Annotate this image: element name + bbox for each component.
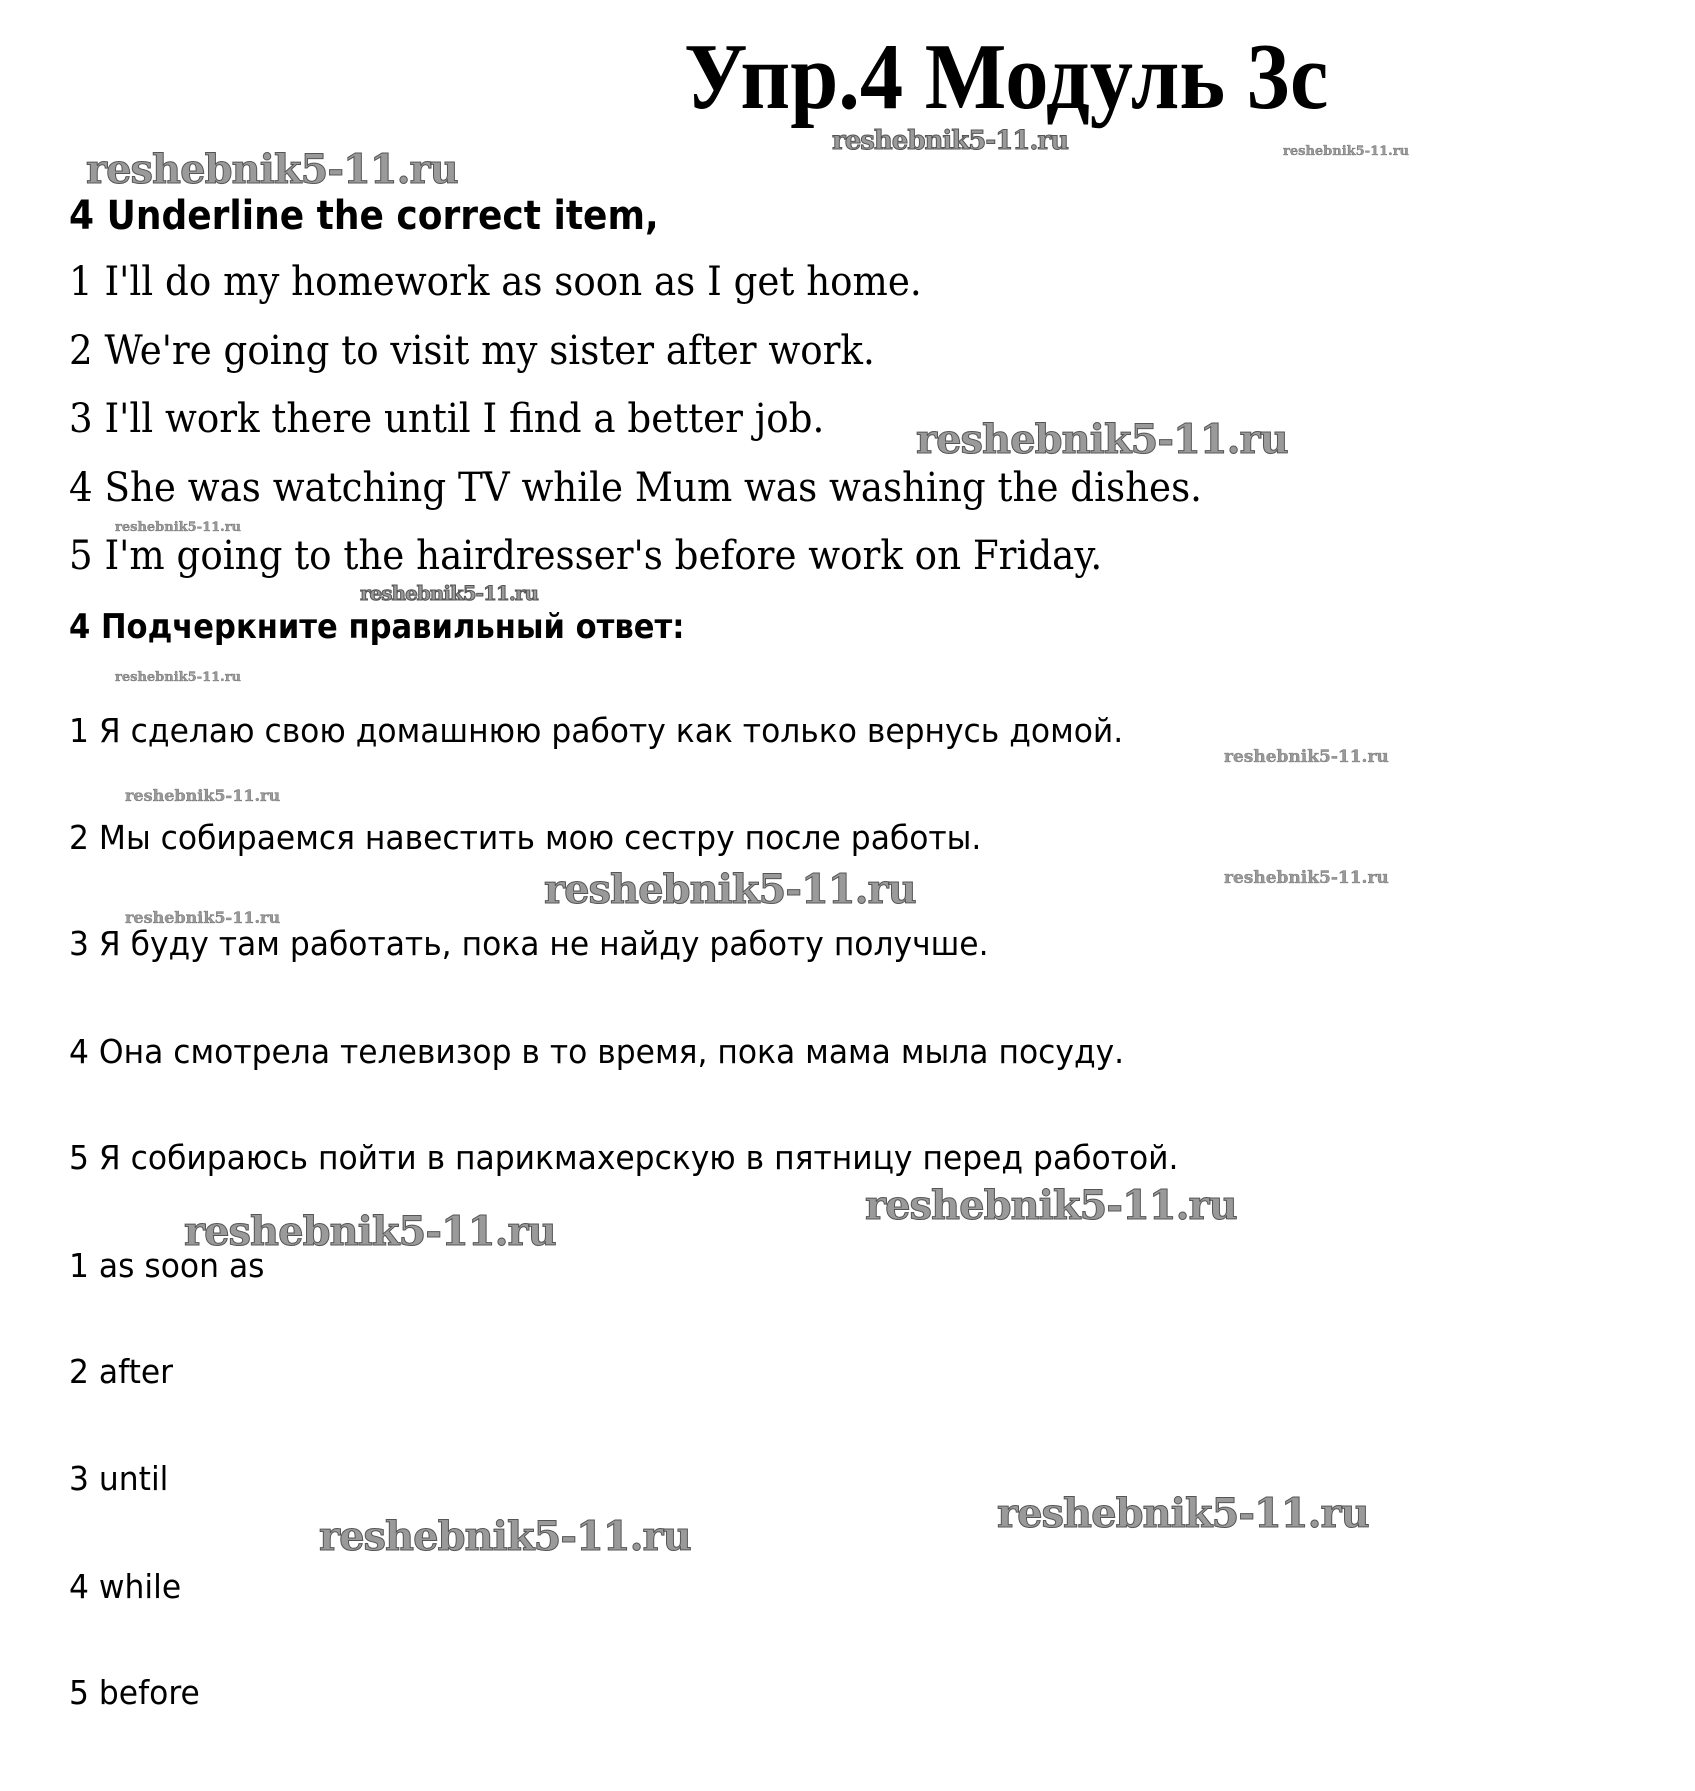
page-title: Упр.4 Модуль 3с <box>684 25 1329 129</box>
watermark: reshebnik5-11.ru <box>832 126 1069 156</box>
answer-5: 5 before <box>69 1673 200 1712</box>
watermark: reshebnik5-11.ru <box>184 1208 556 1255</box>
sentence-en-1: 1 I'll do my homework as soon as I get home. <box>69 259 922 305</box>
watermark: reshebnik5-11.ru <box>997 1490 1369 1537</box>
watermark: reshebnik5-11.ru <box>115 670 242 685</box>
sentence-en-4: 4 She was watching TV while Mum was washing the dishes. <box>69 465 1202 511</box>
watermark: reshebnik5-11.ru <box>86 146 458 193</box>
answer-1: 1 as soon as <box>69 1246 265 1285</box>
watermark: reshebnik5-11.ru <box>125 908 281 927</box>
watermark: reshebnik5-11.ru <box>865 1182 1237 1229</box>
watermark: reshebnik5-11.ru <box>916 416 1288 463</box>
sentence-ru-3: 3 Я буду там работать, пока не найду работу получше. <box>69 924 989 963</box>
watermark: reshebnik5-11.ru <box>544 866 916 913</box>
answer-2: 2 after <box>69 1352 174 1391</box>
watermark: reshebnik5-11.ru <box>360 581 538 605</box>
watermark: reshebnik5-11.ru <box>1224 868 1389 888</box>
sentence-ru-4: 4 Она смотрела телевизор в то время, пока мама мыла посуду. <box>69 1032 1125 1071</box>
sentence-ru-5: 5 Я собираюсь пойти в парикмахерскую в пятницу перед работой. <box>69 1138 1179 1177</box>
watermark: reshebnik5-11.ru <box>115 520 242 535</box>
exercise-heading-en: 4 Underline the correct item, <box>69 193 659 239</box>
sentence-ru-1: 1 Я сделаю свою домашнюю работу как только вернусь домой. <box>69 711 1124 750</box>
exercise-heading-ru: 4 Подчеркните правильный ответ: <box>69 607 685 647</box>
watermark: reshebnik5-11.ru <box>319 1513 691 1560</box>
watermark: reshebnik5-11.ru <box>1224 747 1389 767</box>
watermark: reshebnik5-11.ru <box>1283 144 1410 159</box>
answer-3: 3 until <box>69 1459 169 1498</box>
watermark: reshebnik5-11.ru <box>125 786 281 805</box>
sentence-en-3: 3 I'll work there until I find a better job. <box>69 396 825 442</box>
sentence-en-5: 5 I'm going to the hairdresser's before work on Friday. <box>69 533 1103 579</box>
answer-4: 4 while <box>69 1567 182 1606</box>
sentence-en-2: 2 We're going to visit my sister after work. <box>69 328 875 374</box>
sentence-ru-2: 2 Мы собираемся навестить мою сестру после работы. <box>69 818 982 857</box>
